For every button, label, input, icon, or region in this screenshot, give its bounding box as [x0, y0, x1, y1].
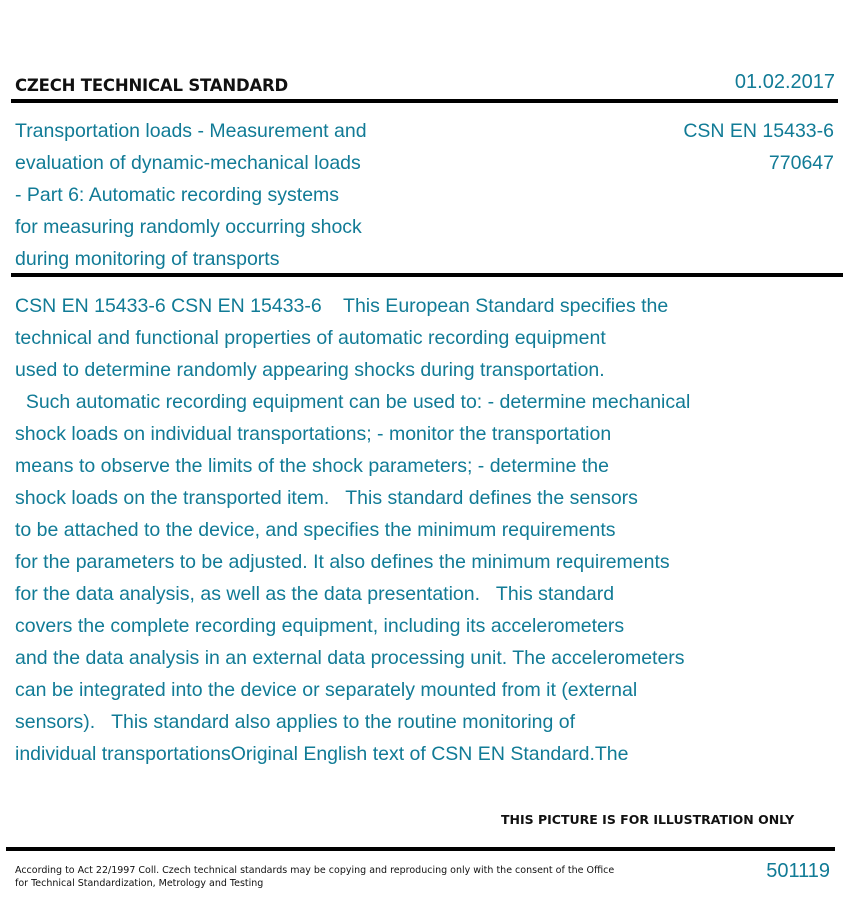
- title-divider: [11, 273, 843, 277]
- description-line: means to observe the limits of the shock parameters; - determine the: [15, 455, 609, 477]
- legal-line: According to Act 22/1997 Coll. Czech technical standards may be copying and reproducing only with the consent of the Office: [15, 865, 615, 876]
- title-line: evaluation of dynamic-mechanical loads: [15, 152, 361, 174]
- standard-description: [15, 290, 815, 770]
- header-divider: [11, 99, 838, 103]
- description-line: to be attached to the device, and specifies the minimum requirements: [15, 519, 616, 541]
- title-line: - Part 6: Automatic recording systems: [15, 184, 340, 206]
- description-line: for the parameters to be adjusted. It also defines the minimum requirements: [15, 551, 670, 573]
- footer-divider: [6, 847, 835, 851]
- title-line: for measuring randomly occurring shock: [15, 216, 362, 238]
- standard-title: [15, 115, 435, 275]
- description-line: used to determine randomly appearing shocks during transportation.: [15, 359, 605, 381]
- legal-notice: [15, 864, 615, 890]
- footer-code: 501119: [766, 860, 830, 882]
- description-line: and the data analysis in an external data processing unit. The accelerometers: [15, 647, 685, 669]
- legal-line: for Technical Standardization, Metrology and Testing: [15, 878, 264, 889]
- description-line: CSN EN 15433-6 CSN EN 15433-6 This European Standard specifies the: [15, 295, 669, 317]
- description-line: technical and functional properties of automatic recording equipment: [15, 327, 606, 349]
- description-line: covers the complete recording equipment, including its accelerometers: [15, 615, 625, 637]
- standard-designation: CSN EN 15433-6: [683, 120, 834, 142]
- description-line: Such automatic recording equipment can be used to: - determine mechanical: [15, 391, 691, 413]
- publication-date: 01.02.2017: [734, 71, 835, 93]
- class-number: 770647: [768, 152, 834, 174]
- title-line: Transportation loads - Measurement and: [15, 120, 367, 142]
- description-line: shock loads on the transported item. This standard defines the sensors: [15, 487, 638, 509]
- standard-codes: [683, 115, 834, 179]
- standard-type-heading: CZECH TECHNICAL STANDARD: [15, 76, 289, 95]
- description-line: for the data analysis, as well as the data presentation. This standard: [15, 583, 615, 605]
- description-line: can be integrated into the device or separately mounted from it (external: [15, 679, 638, 701]
- description-line: sensors). This standard also applies to the routine monitoring of: [15, 711, 576, 733]
- description-line: shock loads on individual transportations; - monitor the transportation: [15, 423, 612, 445]
- description-line: individual transportationsOriginal English text of CSN EN Standard.The: [15, 743, 629, 765]
- title-line: during monitoring of transports: [15, 248, 280, 270]
- illustration-note: THIS PICTURE IS FOR ILLUSTRATION ONLY: [501, 812, 795, 827]
